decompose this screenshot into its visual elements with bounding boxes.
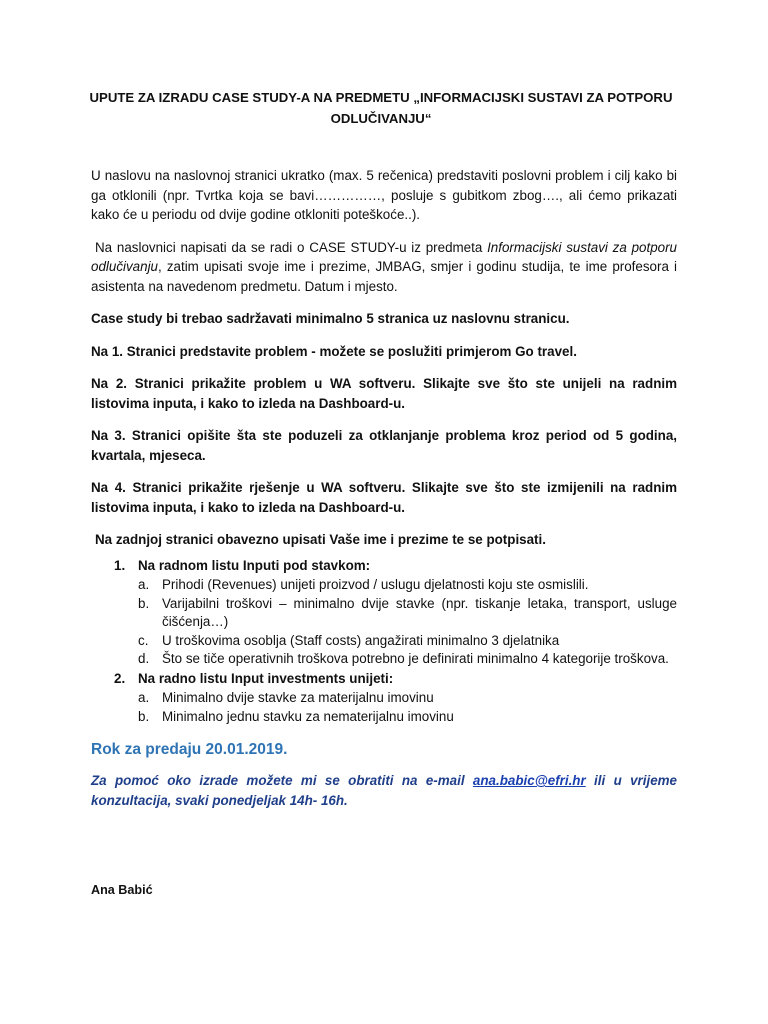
title-line-1: UPUTE ZA IZRADU CASE STUDY-A NA PREDMETU „INFORMACIJSKI SUSTAVI ZA POTPORU — [89, 90, 673, 105]
sublist-item — [138, 708, 677, 727]
sublist-item-text: Minimalno jednu stavku za nematerijalnu imovinu — [162, 708, 454, 724]
sublist-letter: d. — [138, 651, 150, 666]
sublist-letter: a. — [138, 577, 150, 592]
sublist-letter: b. — [138, 595, 150, 611]
sublist-item-text: U troškovima osoblja (Staff costs) angažirati minimalno 3 djelatnika — [162, 632, 560, 648]
sublist-letter: a. — [138, 690, 150, 705]
paragraph-last-page: Na zadnjoj stranici obavezno upisati Vaše ime i prezime te se potpisati. — [95, 532, 546, 547]
deadline-heading: Rok za predaju 20.01.2019. — [91, 741, 288, 758]
document-title — [85, 87, 677, 129]
document-body — [91, 87, 677, 901]
sublist-item — [138, 689, 677, 708]
paragraph-cover-text-b: , zatim upisati svoje ime i prezime, JMBAG, smjer i godinu studija, te ime profesora i asistenta na navedenom predmetu. Datum i mjesto. — [91, 259, 677, 294]
list-item — [91, 556, 677, 669]
sublist — [138, 576, 677, 669]
list-item-text: Na radno listu Input investments unijeti: — [138, 670, 394, 686]
help-text-b: ili u vrijeme konzultacija, svaki ponedjeljak 14h- 16h. — [91, 773, 678, 808]
sublist-item-text: Varijabilni troškovi – minimalno dvije stavke (npr. tiskanje letaka, transport, usluge čišćenja…) — [162, 595, 677, 629]
sublist-letter: b. — [138, 708, 150, 724]
paragraph-cover-text-a: Na naslovnici napisati da se radi o CASE STUDY-u iz predmeta — [95, 239, 488, 255]
instructions-list — [91, 556, 677, 727]
list-item — [91, 669, 677, 727]
sublist-item-text: Minimalno dvije stavke za materijalnu imovinu — [162, 690, 434, 705]
help-text-a: Za pomoć oko izrade možete mi se obratiti na e-mail — [91, 773, 473, 788]
paragraph-page-3: Na 3. Stranici opišite šta ste poduzeli za otklanjanje problema kroz period od 5 godina, kvartala, mjeseca. — [91, 428, 677, 463]
sublist-item — [138, 650, 677, 669]
paragraph-cover-page — [91, 238, 677, 297]
sublist-item-text: Prihodi (Revenues) unijeti proizvod / uslugu djelatnosti koju ste osmislili. — [162, 577, 589, 592]
sublist-item — [138, 595, 677, 632]
sublist — [138, 689, 677, 726]
sublist-item — [138, 632, 677, 651]
list-item-text: Na radnom listu Inputi pod stavkom: — [138, 557, 371, 573]
sublist-item-text: Što se tiče operativnih troškova potrebno je definirati minimalno 4 kategorije troškova. — [162, 651, 669, 666]
help-paragraph — [91, 771, 677, 811]
paragraph-cover-course-name: Informacijski sustavi za potporu odlučivanju — [91, 239, 677, 274]
paragraph-page-1: Na 1. Stranici predstavite problem - možete se poslužiti primjerom Go travel. — [91, 343, 577, 359]
email-link[interactable]: ana.babic@efri.hr — [472, 773, 586, 788]
paragraph-title-page-summary: U naslovu na naslovnoj stranici ukratko (max. 5 rečenica) predstaviti poslovni problem i cilj kako bi ga otklonili (npr. Tvrtka koja se bavi……………, posluje s gubitkom zbog…., ali ćemo prikazati kako će u periodu od dvije godine otkloniti poteškoće..). — [91, 168, 677, 222]
list-number: 1. — [114, 557, 126, 573]
paragraph-page-count: Case study bi trebao sadržavati minimalno 5 stranica uz naslovnu stranicu. — [91, 311, 570, 326]
paragraph-page-2: Na 2. Stranici prikažite problem u WA softveru. Slikajte sve što ste unijeli na radnim listovima inputa, i kako to izleda na Dashboard-u. — [91, 376, 677, 411]
signature-name: Ana Babić — [91, 883, 153, 897]
sublist-letter: c. — [138, 632, 149, 648]
title-line-2: ODLUČIVANJU“ — [330, 111, 432, 126]
list-number: 2. — [114, 670, 126, 686]
sublist-item — [138, 576, 677, 595]
paragraph-page-4: Na 4. Stranici prikažite rješenje u WA softveru. Slikajte sve što ste izmijenili na radnim listovima inputa, i kako to izleda na Dashboard-u. — [91, 480, 677, 515]
